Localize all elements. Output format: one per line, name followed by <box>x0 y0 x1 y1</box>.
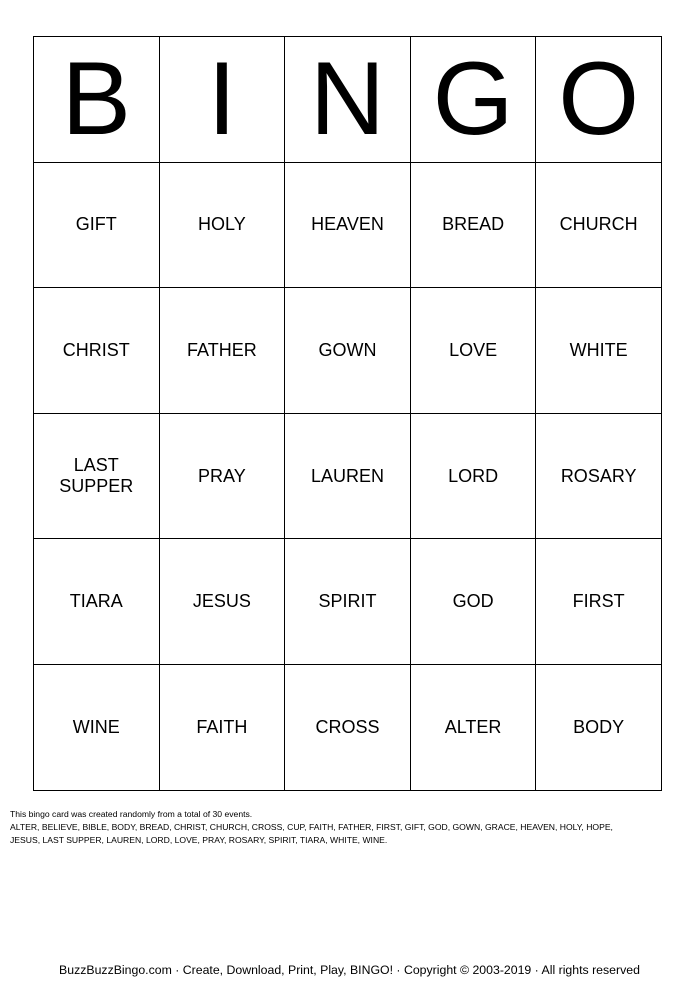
bingo-cell: GOWN <box>285 288 411 414</box>
bingo-cell: HEAVEN <box>285 162 411 288</box>
event-list-line: ALTER, BELIEVE, BIBLE, BODY, BREAD, CHRIST, CHURCH, CROSS, CUP, FAITH, FATHER, FIRST, GIFT, GOD, GOWN, GRACE, HEAVEN, HOLY, HOPE, <box>10 822 613 832</box>
header-letter-b: B <box>34 37 160 163</box>
bingo-cell: PRAY <box>159 413 285 539</box>
bingo-cell: CHRIST <box>34 288 160 414</box>
bingo-cell: FAITH <box>159 664 285 790</box>
bingo-cell: LAUREN <box>285 413 411 539</box>
bingo-header-row <box>34 37 662 163</box>
bingo-cell: FATHER <box>159 288 285 414</box>
site-footer: BuzzBuzzBingo.com · Create, Download, Print, Play, BINGO! · Copyright © 2003-2019 · All rights reserved <box>59 963 640 977</box>
bingo-cell: JESUS <box>159 539 285 665</box>
bingo-cell: CROSS <box>285 664 411 790</box>
bingo-cell: GIFT <box>34 162 160 288</box>
bingo-row <box>34 288 662 414</box>
bingo-cell: WHITE <box>536 288 662 414</box>
bingo-card <box>33 36 662 791</box>
bingo-cell: WINE <box>34 664 160 790</box>
bingo-row <box>34 162 662 288</box>
header-letter-n: N <box>285 37 411 163</box>
bingo-row <box>34 664 662 790</box>
header-letter-g: G <box>410 37 536 163</box>
bingo-row <box>34 539 662 665</box>
bingo-cell: BREAD <box>410 162 536 288</box>
header-letter-i: I <box>159 37 285 163</box>
card-info-summary: This bingo card was created randomly from a total of 30 events. <box>10 809 253 819</box>
bingo-cell: SPIRIT <box>285 539 411 665</box>
bingo-cell: CHURCH <box>536 162 662 288</box>
bingo-cell: LOVE <box>410 288 536 414</box>
header-letter-o: O <box>536 37 662 163</box>
bingo-cell: ROSARY <box>536 413 662 539</box>
bingo-cell: TIARA <box>34 539 160 665</box>
card-info <box>10 808 690 847</box>
event-list-line: JESUS, LAST SUPPER, LAUREN, LORD, LOVE, PRAY, ROSARY, SPIRIT, TIARA, WHITE, WINE. <box>10 835 388 845</box>
bingo-row <box>34 413 662 539</box>
bingo-cell: FIRST <box>536 539 662 665</box>
bingo-cell: GOD <box>410 539 536 665</box>
bingo-cell: ALTER <box>410 664 536 790</box>
bingo-cell: BODY <box>536 664 662 790</box>
bingo-cell: HOLY <box>159 162 285 288</box>
bingo-cell: LORD <box>410 413 536 539</box>
bingo-cell: LAST SUPPER <box>34 413 160 539</box>
